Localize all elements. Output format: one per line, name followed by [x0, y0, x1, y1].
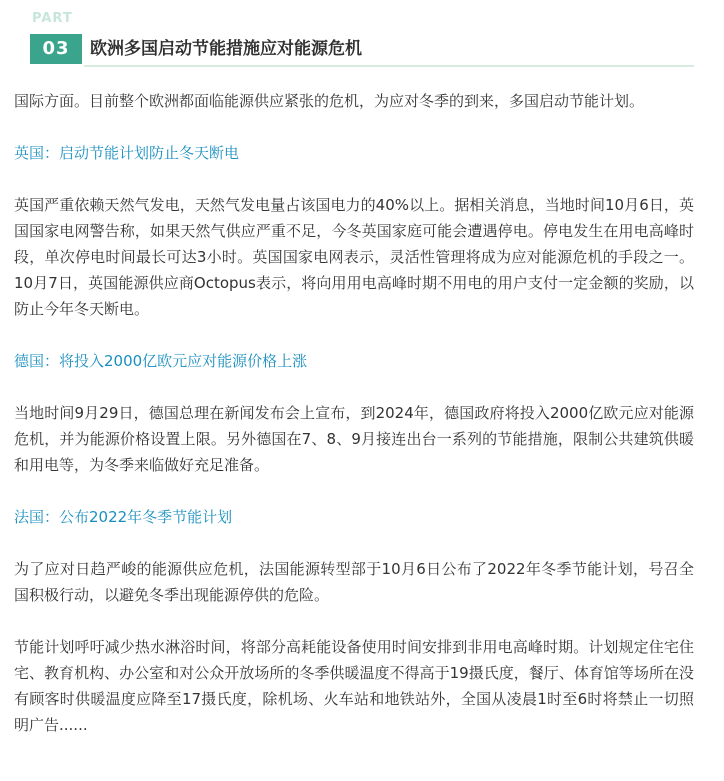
section-title: 欧洲多国启动节能措施应对能源危机 [90, 39, 362, 59]
germany-heading: 德国：将投入2000亿欧元应对能源价格上涨 [14, 352, 308, 370]
intro-paragraph: 国际方面。目前整个欧洲都面临能源供应紧张的危机，为应对冬季的到来，多国启动节能计划。 [14, 92, 645, 110]
france-paragraph-2: 节能计划呼吁减少热水淋浴时间，将部分高耗能设备使用时间安排到非用电高峰时期。计划规定住宅住宅、教育机构、办公室和对公众开放场所的冬季供暖温度不得高于19摄氏度，餐厅、体育馆等场所在没有顾客时供暖温度应降至17摄氏度，除机场、火车站和地铁站外，全国从凌晨1时至6时将禁止一切照明广告...... [14, 638, 694, 734]
section-header [12, 10, 694, 70]
section-title-bar [84, 34, 694, 64]
article-body [14, 88, 694, 738]
germany-paragraph: 当地时间9月29日，德国总理在新闻发布会上宣布，到2024年，德国政府将投入2000亿欧元应对能源危机，并为能源价格设置上限。另外德国在7、8、9月接连出台一系列的节能措施，限制公共建筑供暖和用电等，为冬季来临做好充足准备。 [14, 404, 694, 474]
france-paragraph-1: 为了应对日趋严峻的能源供应危机，法国能源转型部于10月6日公布了2022年冬季节能计划，号召全国积极行动，以避免冬季出现能源停供的危险。 [14, 560, 694, 604]
france-heading: 法国：公布2022年冬季节能计划 [14, 508, 233, 526]
uk-paragraph: 英国严重依赖天然气发电，天然气发电量占该国电力的40%以上。据相关消息，当地时间10月6日，英国国家电网警告称，如果天然气供应严重不足，今冬英国家庭可能会遭遇停电。停电发生在用电高峰时段，单次停电时间最长可达3小时。英国国家电网表示，灵活性管理将成为应对能源危机的手段之一。10月7日，英国能源供应商Octopus表示，将向用用电高峰时期不用电的用户支付一定金额的奖励，以防止今年冬天断电。 [14, 196, 694, 318]
uk-heading: 英国：启动节能计划防止冬天断电 [14, 144, 240, 162]
title-underline-divider [84, 65, 694, 67]
section-number-badge: 03 [30, 34, 82, 64]
part-label: PART [32, 11, 73, 26]
